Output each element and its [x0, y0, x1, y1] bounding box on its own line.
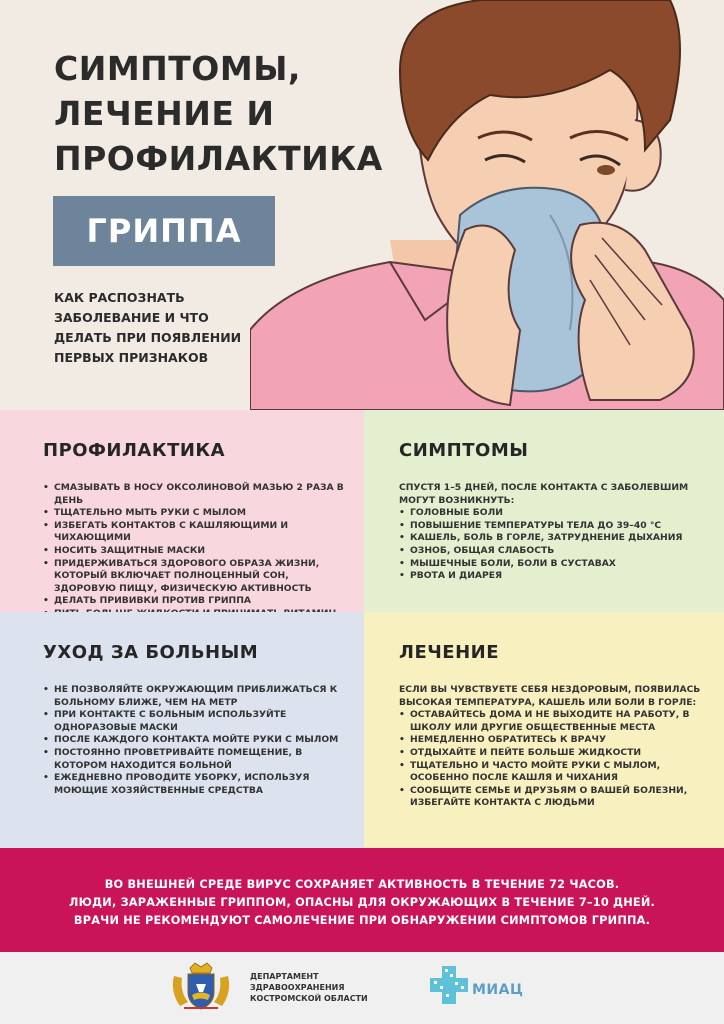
title-line: ПРОФИЛАКТИКА [54, 139, 383, 178]
subtitle-line: КАК РАСПОЗНАТЬ [54, 290, 185, 305]
list-item: • ГОЛОВНЫЕ БОЛИ [399, 507, 704, 520]
symptoms-section [364, 410, 724, 612]
list-item: • РВОТА И ДИАРЕЯ [399, 570, 704, 583]
list-item: • КАШЕЛЬ, БОЛЬ В ГОРЛЕ, ЗАТРУДНЕНИЕ ДЫХАНИЯ [399, 532, 704, 545]
list-item: • ОТДЫХАЙТЕ И ПЕЙТЕ БОЛЬШЕ ЖИДКОСТИ [399, 747, 704, 760]
prevention-heading: ПРОФИЛАКТИКА [43, 440, 226, 461]
department-line: КОСТРОМСКОЙ ОБЛАСТИ [250, 994, 368, 1003]
poster-subtitle [54, 288, 284, 368]
list-item: • ПОСЛЕ КАЖДОГО КОНТАКТА МОЙТЕ РУКИ С МЫЛОМ [43, 734, 344, 747]
department-name [250, 971, 410, 1004]
care-section [0, 612, 364, 848]
symptoms-heading: СИМПТОМЫ [399, 440, 529, 461]
list-item: • ТЩАТЕЛЬНО И ЧАСТО МОЙТЕ РУКИ С МЫЛОМ, ОСОБЕННО ПОСЛЕ КАШЛЯ И ЧИХАНИЯ [399, 760, 704, 785]
list-item: • НЕ ПОЗВОЛЯЙТЕ ОКРУЖАЮЩИМ ПРИБЛИЖАТЬСЯ К БОЛЬНОМУ БЛИЖЕ, ЧЕМ НА МЕТР [43, 684, 344, 709]
list-item: • НОСИТЬ ЗАЩИТНЫЕ МАСКИ [43, 545, 344, 558]
warning-banner [0, 848, 724, 952]
list-item: • ЕЖЕДНЕВНО ПРОВОДИТЕ УБОРКУ, ИСПОЛЬЗУЯ МОЮЩИЕ ХОЗЯЙСТВЕННЫЕ СРЕДСТВА [43, 772, 344, 797]
list-item: • ПОСТОЯННО ПРОВЕТРИВАЙТЕ ПОМЕЩЕНИЕ, В КОТОРОМ НАХОДИТСЯ БОЛЬНОЙ [43, 747, 344, 772]
medical-cross-icon [428, 964, 470, 1006]
list-item: • ДЕЛАТЬ ПРИВИВКИ ПРОТИВ ГРИППА [43, 595, 344, 608]
prevention-list [43, 482, 344, 633]
banner-line: ВРАЧИ НЕ РЕКОМЕНДУЮТ САМОЛЕЧЕНИЕ ПРИ ОБНАРУЖЕНИИ СИМПТОМОВ ГРИППА. [73, 914, 651, 927]
treatment-section [364, 612, 724, 848]
footer [0, 952, 724, 1024]
care-heading: УХОД ЗА БОЛЬНЫМ [43, 642, 259, 663]
list-item: • СООБЩИТЕ СЕМЬЕ И ДРУЗЬЯМ О ВАШЕЙ БОЛЕЗНИ, ИЗБЕГАЙТЕ КОНТАКТА С ЛЮДЬМИ [399, 785, 704, 810]
list-item: • ПРИДЕРЖИВАТЬСЯ ЗДОРОВОГО ОБРАЗА ЖИЗНИ, КОТОРЫЙ ВКЛЮЧАЕТ ПОЛНОЦЕННЫЙ СОН, ЗДОРОВУЮ ПИЩУ, ФИЗИЧЕСКУЮ АКТИВНОСТЬ [43, 558, 344, 596]
treatment-list [399, 709, 704, 810]
symptoms-intro: СПУСТЯ 1–5 ДНЕЙ, ПОСЛЕ КОНТАКТА С ЗАБОЛЕВШИМ МОГУТ ВОЗНИКНУТЬ: [399, 482, 689, 506]
treatment-heading: ЛЕЧЕНИЕ [399, 642, 500, 663]
banner-line: ЛЮДИ, ЗАРАЖЕННЫЕ ГРИППОМ, ОПАСНЫ ДЛЯ ОКРУЖАЮЩИХ В ТЕЧЕНИЕ 7–10 ДНЕЙ. [68, 896, 655, 909]
department-line: ДЕПАРТАМЕНТ ЗДРАВООХРАНЕНИЯ [250, 972, 345, 992]
list-item: • ОЗНОБ, ОБЩАЯ СЛАБОСТЬ [399, 545, 704, 558]
symptoms-list [399, 507, 704, 583]
kostroma-coat-of-arms-icon [170, 962, 232, 1012]
list-item: • ИЗБЕГАТЬ КОНТАКТОВ С КАШЛЯЮЩИМИ И ЧИХАЮЩИМИ [43, 520, 344, 545]
subtitle-line: ЗАБОЛЕВАНИЕ И ЧТО [54, 310, 209, 325]
title-line: СИМПТОМЫ, [54, 49, 301, 88]
poster-title [54, 46, 383, 181]
title-line: ЛЕЧЕНИЕ И [54, 94, 275, 133]
prevention-section [0, 410, 364, 612]
list-item: • ПОВЫШЕНИЕ ТЕМПЕРАТУРЫ ТЕЛА ДО 39–40 °С [399, 520, 704, 533]
care-list [43, 684, 344, 797]
list-item: • МЫШЕЧНЫЕ БОЛИ, БОЛИ В СУСТАВАХ [399, 558, 704, 571]
list-item: • СМАЗЫВАТЬ В НОСУ ОКСОЛИНОВОЙ МАЗЬЮ 2 РАЗА В ДЕНЬ [43, 482, 344, 507]
banner-line: ВО ВНЕШНЕЙ СРЕДЕ ВИРУС СОХРАНЯЕТ АКТИВНОСТЬ В ТЕЧЕНИЕ 72 ЧАСОВ. [104, 878, 620, 891]
treatment-intro: ЕСЛИ ВЫ ЧУВСТВУЕТЕ СЕБЯ НЕЗДОРОВЫМ, ПОЯВИЛАСЬ ВЫСОКАЯ ТЕМПЕРАТУРА, КАШЕЛЬ ИЛИ БОЛИ В ГОРЛЕ: [399, 684, 701, 708]
flu-badge: ГРИППА [53, 196, 275, 266]
list-item: • НЕМЕДЛЕННО ОБРАТИТЕСЬ К ВРАЧУ [399, 734, 704, 747]
poster-header [0, 0, 724, 410]
miac-label: МИАЦ [472, 982, 524, 998]
list-item: • ПРИ КОНТАКТЕ С БОЛЬНЫМ ИСПОЛЬЗУЙТЕ ОДНОРАЗОВЫЕ МАСКИ [43, 709, 344, 734]
list-item: • ТЩАТЕЛЬНО МЫТЬ РУКИ С МЫЛОМ [43, 507, 344, 520]
list-item: • ОСТАВАЙТЕСЬ ДОМА И НЕ ВЫХОДИТЕ НА РАБОТУ, В ШКОЛУ ИЛИ ДРУГИЕ ОБЩЕСТВЕННЫЕ МЕСТА [399, 709, 704, 734]
subtitle-line: ПЕРВЫХ ПРИЗНАКОВ [54, 350, 209, 365]
subtitle-line: ДЕЛАТЬ ПРИ ПОЯВЛЕНИИ [54, 330, 242, 345]
